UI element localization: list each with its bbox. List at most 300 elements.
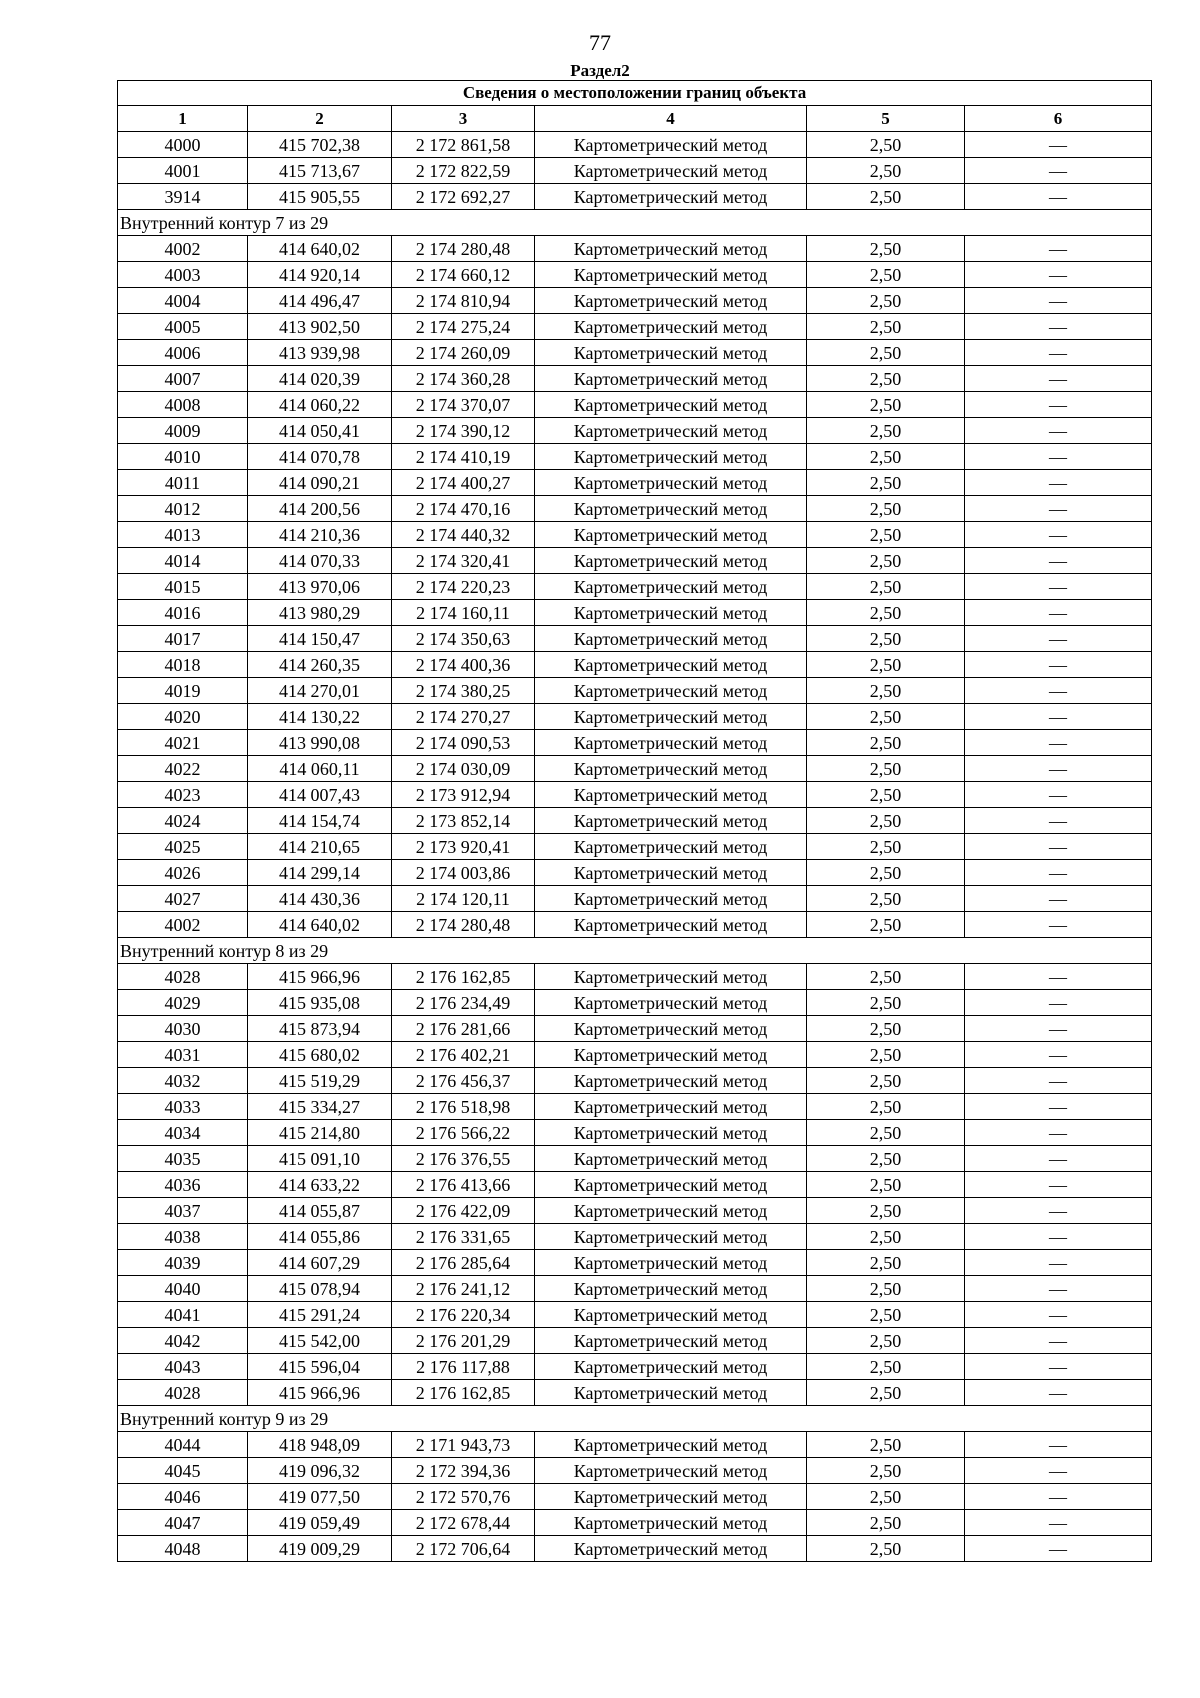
point-number-cell: 4006 [118, 340, 248, 366]
description-cell: — [965, 1146, 1152, 1172]
accuracy-cell: 2,50 [807, 1224, 965, 1250]
accuracy-cell: 2,50 [807, 1146, 965, 1172]
point-number-cell: 4024 [118, 808, 248, 834]
point-number-cell: 4045 [118, 1458, 248, 1484]
description-cell: — [965, 678, 1152, 704]
accuracy-cell: 2,50 [807, 1042, 965, 1068]
coord-x-cell: 414 130,22 [248, 704, 392, 730]
accuracy-cell: 2,50 [807, 288, 965, 314]
coord-y-cell: 2 174 410,19 [392, 444, 535, 470]
point-number-cell: 4039 [118, 1250, 248, 1276]
table-title: Сведения о местоположении границ объекта [118, 81, 1152, 106]
coord-x-cell: 415 078,94 [248, 1276, 392, 1302]
table-row [118, 1484, 1152, 1510]
point-number-cell: 4021 [118, 730, 248, 756]
point-number-cell: 4007 [118, 366, 248, 392]
description-cell: — [965, 1042, 1152, 1068]
point-number-cell: 4036 [118, 1172, 248, 1198]
accuracy-cell: 2,50 [807, 782, 965, 808]
point-number-cell: 4010 [118, 444, 248, 470]
coord-x-cell: 419 009,29 [248, 1536, 392, 1562]
point-number-cell: 4026 [118, 860, 248, 886]
accuracy-cell: 2,50 [807, 1198, 965, 1224]
table-row [118, 1198, 1152, 1224]
method-cell: Картометрический метод [535, 1094, 807, 1120]
coord-y-cell: 2 176 234,49 [392, 990, 535, 1016]
table-row [118, 1146, 1152, 1172]
description-cell: — [965, 132, 1152, 158]
coord-x-cell: 414 640,02 [248, 912, 392, 938]
accuracy-cell: 2,50 [807, 834, 965, 860]
accuracy-cell: 2,50 [807, 1094, 965, 1120]
contour-label: Внутренний контур 8 из 29 [118, 938, 1152, 964]
method-cell: Картометрический метод [535, 704, 807, 730]
table-row [118, 834, 1152, 860]
coord-x-cell: 415 966,96 [248, 1380, 392, 1406]
contour-header-row [118, 210, 1152, 236]
coord-y-cell: 2 174 470,16 [392, 496, 535, 522]
table-row [118, 1016, 1152, 1042]
coord-y-cell: 2 174 400,27 [392, 470, 535, 496]
coord-y-cell: 2 172 822,59 [392, 158, 535, 184]
table-row [118, 860, 1152, 886]
description-cell: — [965, 1354, 1152, 1380]
description-cell: — [965, 1224, 1152, 1250]
method-cell: Картометрический метод [535, 184, 807, 210]
accuracy-cell: 2,50 [807, 1484, 965, 1510]
description-cell: — [965, 340, 1152, 366]
coord-y-cell: 2 176 241,12 [392, 1276, 535, 1302]
coord-y-cell: 2 172 394,36 [392, 1458, 535, 1484]
description-cell: — [965, 158, 1152, 184]
table-row [118, 470, 1152, 496]
table-row [118, 1224, 1152, 1250]
point-number-cell: 4001 [118, 158, 248, 184]
section-title: Раздел2 [570, 61, 630, 80]
coord-x-cell: 413 990,08 [248, 730, 392, 756]
point-number-cell: 4012 [118, 496, 248, 522]
coord-y-cell: 2 172 692,27 [392, 184, 535, 210]
column-number-3: 3 [392, 106, 535, 132]
coord-y-cell: 2 174 003,86 [392, 860, 535, 886]
point-number-cell: 4017 [118, 626, 248, 652]
point-number-cell: 4042 [118, 1328, 248, 1354]
description-cell: — [965, 756, 1152, 782]
coord-x-cell: 414 210,36 [248, 522, 392, 548]
accuracy-cell: 2,50 [807, 1302, 965, 1328]
point-number-cell: 3914 [118, 184, 248, 210]
coord-x-cell: 413 970,06 [248, 574, 392, 600]
table-row [118, 730, 1152, 756]
point-number-cell: 4041 [118, 1302, 248, 1328]
point-number-cell: 4047 [118, 1510, 248, 1536]
coord-y-cell: 2 172 706,64 [392, 1536, 535, 1562]
accuracy-cell: 2,50 [807, 158, 965, 184]
table-row [118, 496, 1152, 522]
table-row [118, 1380, 1152, 1406]
method-cell: Картометрический метод [535, 548, 807, 574]
description-cell: — [965, 392, 1152, 418]
description-cell: — [965, 366, 1152, 392]
point-number-cell: 4013 [118, 522, 248, 548]
table-row [118, 1510, 1152, 1536]
coord-x-cell: 415 702,38 [248, 132, 392, 158]
table-row [118, 574, 1152, 600]
description-cell: — [965, 574, 1152, 600]
description-cell: — [965, 184, 1152, 210]
point-number-cell: 4030 [118, 1016, 248, 1042]
coord-y-cell: 2 174 810,94 [392, 288, 535, 314]
contour-header-row [118, 938, 1152, 964]
coord-y-cell: 2 176 220,34 [392, 1302, 535, 1328]
table-row [118, 912, 1152, 938]
accuracy-cell: 2,50 [807, 1172, 965, 1198]
accuracy-cell: 2,50 [807, 704, 965, 730]
accuracy-cell: 2,50 [807, 626, 965, 652]
coord-x-cell: 414 060,11 [248, 756, 392, 782]
accuracy-cell: 2,50 [807, 1068, 965, 1094]
table-row [118, 808, 1152, 834]
coord-x-cell: 419 077,50 [248, 1484, 392, 1510]
description-cell: — [965, 1510, 1152, 1536]
coord-x-cell: 414 496,47 [248, 288, 392, 314]
table-row [118, 600, 1152, 626]
point-number-cell: 4040 [118, 1276, 248, 1302]
description-cell: — [965, 262, 1152, 288]
method-cell: Картометрический метод [535, 366, 807, 392]
coord-y-cell: 2 173 912,94 [392, 782, 535, 808]
coord-x-cell: 415 680,02 [248, 1042, 392, 1068]
description-cell: — [965, 1094, 1152, 1120]
coord-y-cell: 2 174 400,36 [392, 652, 535, 678]
accuracy-cell: 2,50 [807, 366, 965, 392]
accuracy-cell: 2,50 [807, 886, 965, 912]
coord-x-cell: 413 980,29 [248, 600, 392, 626]
accuracy-cell: 2,50 [807, 236, 965, 262]
point-number-cell: 4019 [118, 678, 248, 704]
table-row [118, 886, 1152, 912]
coord-y-cell: 2 172 861,58 [392, 132, 535, 158]
accuracy-cell: 2,50 [807, 132, 965, 158]
table-row [118, 1172, 1152, 1198]
point-number-cell: 4038 [118, 1224, 248, 1250]
coord-y-cell: 2 176 518,98 [392, 1094, 535, 1120]
coord-y-cell: 2 176 201,29 [392, 1328, 535, 1354]
coord-y-cell: 2 176 162,85 [392, 964, 535, 990]
method-cell: Картометрический метод [535, 314, 807, 340]
coord-y-cell: 2 174 320,41 [392, 548, 535, 574]
point-number-cell: 4031 [118, 1042, 248, 1068]
description-cell: — [965, 1302, 1152, 1328]
accuracy-cell: 2,50 [807, 1458, 965, 1484]
method-cell: Картометрический метод [535, 1250, 807, 1276]
table-row [118, 1250, 1152, 1276]
accuracy-cell: 2,50 [807, 860, 965, 886]
method-cell: Картометрический метод [535, 730, 807, 756]
accuracy-cell: 2,50 [807, 470, 965, 496]
description-cell: — [965, 314, 1152, 340]
description-cell: — [965, 1068, 1152, 1094]
table-row [118, 132, 1152, 158]
table-row [118, 1328, 1152, 1354]
description-cell: — [965, 288, 1152, 314]
description-cell: — [965, 990, 1152, 1016]
method-cell: Картометрический метод [535, 860, 807, 886]
table-row [118, 652, 1152, 678]
coord-x-cell: 415 214,80 [248, 1120, 392, 1146]
coord-y-cell: 2 174 220,23 [392, 574, 535, 600]
method-cell: Картометрический метод [535, 1016, 807, 1042]
coord-x-cell: 414 020,39 [248, 366, 392, 392]
coord-y-cell: 2 174 440,32 [392, 522, 535, 548]
method-cell: Картометрический метод [535, 1198, 807, 1224]
accuracy-cell: 2,50 [807, 756, 965, 782]
coord-x-cell: 415 334,27 [248, 1094, 392, 1120]
accuracy-cell: 2,50 [807, 1510, 965, 1536]
coord-x-cell: 414 633,22 [248, 1172, 392, 1198]
point-number-cell: 4000 [118, 132, 248, 158]
coord-y-cell: 2 174 260,09 [392, 340, 535, 366]
point-number-cell: 4023 [118, 782, 248, 808]
coord-x-cell: 415 091,10 [248, 1146, 392, 1172]
coord-x-cell: 414 007,43 [248, 782, 392, 808]
coord-x-cell: 415 291,24 [248, 1302, 392, 1328]
table-row [118, 1354, 1152, 1380]
coord-x-cell: 414 055,87 [248, 1198, 392, 1224]
coord-y-cell: 2 174 350,63 [392, 626, 535, 652]
accuracy-cell: 2,50 [807, 1120, 965, 1146]
coord-y-cell: 2 176 285,64 [392, 1250, 535, 1276]
accuracy-cell: 2,50 [807, 1432, 965, 1458]
coord-x-cell: 414 260,35 [248, 652, 392, 678]
table-row [118, 678, 1152, 704]
column-number-row [118, 106, 1152, 132]
coord-x-cell: 414 055,86 [248, 1224, 392, 1250]
description-cell: — [965, 444, 1152, 470]
coord-x-cell: 415 519,29 [248, 1068, 392, 1094]
method-cell: Картометрический метод [535, 834, 807, 860]
accuracy-cell: 2,50 [807, 444, 965, 470]
coord-y-cell: 2 176 162,85 [392, 1380, 535, 1406]
coord-x-cell: 414 270,01 [248, 678, 392, 704]
column-number-6: 6 [965, 106, 1152, 132]
description-cell: — [965, 704, 1152, 730]
coord-y-cell: 2 173 852,14 [392, 808, 535, 834]
description-cell: — [965, 1172, 1152, 1198]
method-cell: Картометрический метод [535, 912, 807, 938]
contour-label: Внутренний контур 7 из 29 [118, 210, 1152, 236]
description-cell: — [965, 1276, 1152, 1302]
table-row [118, 1458, 1152, 1484]
table-row [118, 288, 1152, 314]
accuracy-cell: 2,50 [807, 1250, 965, 1276]
table-row [118, 1302, 1152, 1328]
coord-y-cell: 2 174 660,12 [392, 262, 535, 288]
coord-x-cell: 414 200,56 [248, 496, 392, 522]
coord-x-cell: 419 096,32 [248, 1458, 392, 1484]
table-row [118, 990, 1152, 1016]
coord-x-cell: 415 905,55 [248, 184, 392, 210]
coord-y-cell: 2 176 456,37 [392, 1068, 535, 1094]
coord-y-cell: 2 176 402,21 [392, 1042, 535, 1068]
point-number-cell: 4048 [118, 1536, 248, 1562]
coord-y-cell: 2 176 117,88 [392, 1354, 535, 1380]
point-number-cell: 4022 [118, 756, 248, 782]
point-number-cell: 4043 [118, 1354, 248, 1380]
method-cell: Картометрический метод [535, 470, 807, 496]
coord-x-cell: 414 070,78 [248, 444, 392, 470]
point-number-cell: 4027 [118, 886, 248, 912]
method-cell: Картометрический метод [535, 1328, 807, 1354]
coord-y-cell: 2 173 920,41 [392, 834, 535, 860]
description-cell: — [965, 1484, 1152, 1510]
point-number-cell: 4002 [118, 236, 248, 262]
table-row [118, 418, 1152, 444]
coord-x-cell: 415 596,04 [248, 1354, 392, 1380]
point-number-cell: 4009 [118, 418, 248, 444]
point-number-cell: 4035 [118, 1146, 248, 1172]
table-row [118, 444, 1152, 470]
description-cell: — [965, 1328, 1152, 1354]
coord-x-cell: 413 902,50 [248, 314, 392, 340]
description-cell: — [965, 470, 1152, 496]
description-cell: — [965, 652, 1152, 678]
point-number-cell: 4028 [118, 964, 248, 990]
coord-x-cell: 414 090,21 [248, 470, 392, 496]
table-row [118, 756, 1152, 782]
accuracy-cell: 2,50 [807, 1536, 965, 1562]
coord-x-cell: 415 935,08 [248, 990, 392, 1016]
method-cell: Картометрический метод [535, 808, 807, 834]
method-cell: Картометрический метод [535, 678, 807, 704]
method-cell: Картометрический метод [535, 1380, 807, 1406]
description-cell: — [965, 1198, 1152, 1224]
point-number-cell: 4002 [118, 912, 248, 938]
coord-y-cell: 2 174 275,24 [392, 314, 535, 340]
description-cell: — [965, 418, 1152, 444]
table-row [118, 366, 1152, 392]
accuracy-cell: 2,50 [807, 678, 965, 704]
point-number-cell: 4034 [118, 1120, 248, 1146]
accuracy-cell: 2,50 [807, 912, 965, 938]
coord-y-cell: 2 174 090,53 [392, 730, 535, 756]
method-cell: Картометрический метод [535, 1042, 807, 1068]
method-cell: Картометрический метод [535, 1302, 807, 1328]
coord-y-cell: 2 176 413,66 [392, 1172, 535, 1198]
coord-y-cell: 2 174 160,11 [392, 600, 535, 626]
coord-y-cell: 2 171 943,73 [392, 1432, 535, 1458]
contour-label: Внутренний контур 9 из 29 [118, 1406, 1152, 1432]
coord-y-cell: 2 174 370,07 [392, 392, 535, 418]
coord-x-cell: 414 154,74 [248, 808, 392, 834]
coord-x-cell: 415 966,96 [248, 964, 392, 990]
coord-x-cell: 415 873,94 [248, 1016, 392, 1042]
description-cell: — [965, 236, 1152, 262]
point-number-cell: 4028 [118, 1380, 248, 1406]
method-cell: Картометрический метод [535, 262, 807, 288]
coord-x-cell: 414 210,65 [248, 834, 392, 860]
table-row [118, 964, 1152, 990]
method-cell: Картометрический метод [535, 600, 807, 626]
coord-y-cell: 2 172 570,76 [392, 1484, 535, 1510]
table-row [118, 158, 1152, 184]
method-cell: Картометрический метод [535, 418, 807, 444]
method-cell: Картометрический метод [535, 1510, 807, 1536]
method-cell: Картометрический метод [535, 1146, 807, 1172]
coord-x-cell: 414 607,29 [248, 1250, 392, 1276]
coord-x-cell: 414 920,14 [248, 262, 392, 288]
coord-y-cell: 2 174 280,48 [392, 236, 535, 262]
method-cell: Картометрический метод [535, 990, 807, 1016]
coord-x-cell: 418 948,09 [248, 1432, 392, 1458]
description-cell: — [965, 548, 1152, 574]
method-cell: Картометрический метод [535, 652, 807, 678]
description-cell: — [965, 782, 1152, 808]
point-number-cell: 4037 [118, 1198, 248, 1224]
column-number-5: 5 [807, 106, 965, 132]
table-row [118, 1536, 1152, 1562]
point-number-cell: 4046 [118, 1484, 248, 1510]
coord-x-cell: 413 939,98 [248, 340, 392, 366]
accuracy-cell: 2,50 [807, 1354, 965, 1380]
coord-x-cell: 414 150,47 [248, 626, 392, 652]
point-number-cell: 4003 [118, 262, 248, 288]
method-cell: Картометрический метод [535, 1354, 807, 1380]
description-cell: — [965, 1536, 1152, 1562]
coord-y-cell: 2 174 270,27 [392, 704, 535, 730]
column-number-2: 2 [248, 106, 392, 132]
coord-x-cell: 414 640,02 [248, 236, 392, 262]
point-number-cell: 4018 [118, 652, 248, 678]
accuracy-cell: 2,50 [807, 262, 965, 288]
table-row [118, 340, 1152, 366]
point-number-cell: 4015 [118, 574, 248, 600]
table-row [118, 314, 1152, 340]
accuracy-cell: 2,50 [807, 522, 965, 548]
table-row [118, 548, 1152, 574]
point-number-cell: 4025 [118, 834, 248, 860]
description-cell: — [965, 1432, 1152, 1458]
method-cell: Картометрический метод [535, 132, 807, 158]
point-number-cell: 4004 [118, 288, 248, 314]
table-row [118, 522, 1152, 548]
description-cell: — [965, 1380, 1152, 1406]
method-cell: Картометрический метод [535, 496, 807, 522]
coord-x-cell: 415 713,67 [248, 158, 392, 184]
table-row [118, 1042, 1152, 1068]
contour-header-row [118, 1406, 1152, 1432]
coord-y-cell: 2 174 390,12 [392, 418, 535, 444]
method-cell: Картометрический метод [535, 158, 807, 184]
description-cell: — [965, 626, 1152, 652]
accuracy-cell: 2,50 [807, 340, 965, 366]
accuracy-cell: 2,50 [807, 1380, 965, 1406]
coord-y-cell: 2 172 678,44 [392, 1510, 535, 1536]
page-number: 77 [589, 30, 611, 55]
method-cell: Картометрический метод [535, 1172, 807, 1198]
method-cell: Картометрический метод [535, 340, 807, 366]
coord-x-cell: 414 060,22 [248, 392, 392, 418]
column-number-4: 4 [535, 106, 807, 132]
table-row [118, 782, 1152, 808]
method-cell: Картометрический метод [535, 522, 807, 548]
method-cell: Картометрический метод [535, 964, 807, 990]
table-row [118, 704, 1152, 730]
coord-x-cell: 414 070,33 [248, 548, 392, 574]
method-cell: Картометрический метод [535, 1484, 807, 1510]
point-number-cell: 4033 [118, 1094, 248, 1120]
table-row [118, 1068, 1152, 1094]
